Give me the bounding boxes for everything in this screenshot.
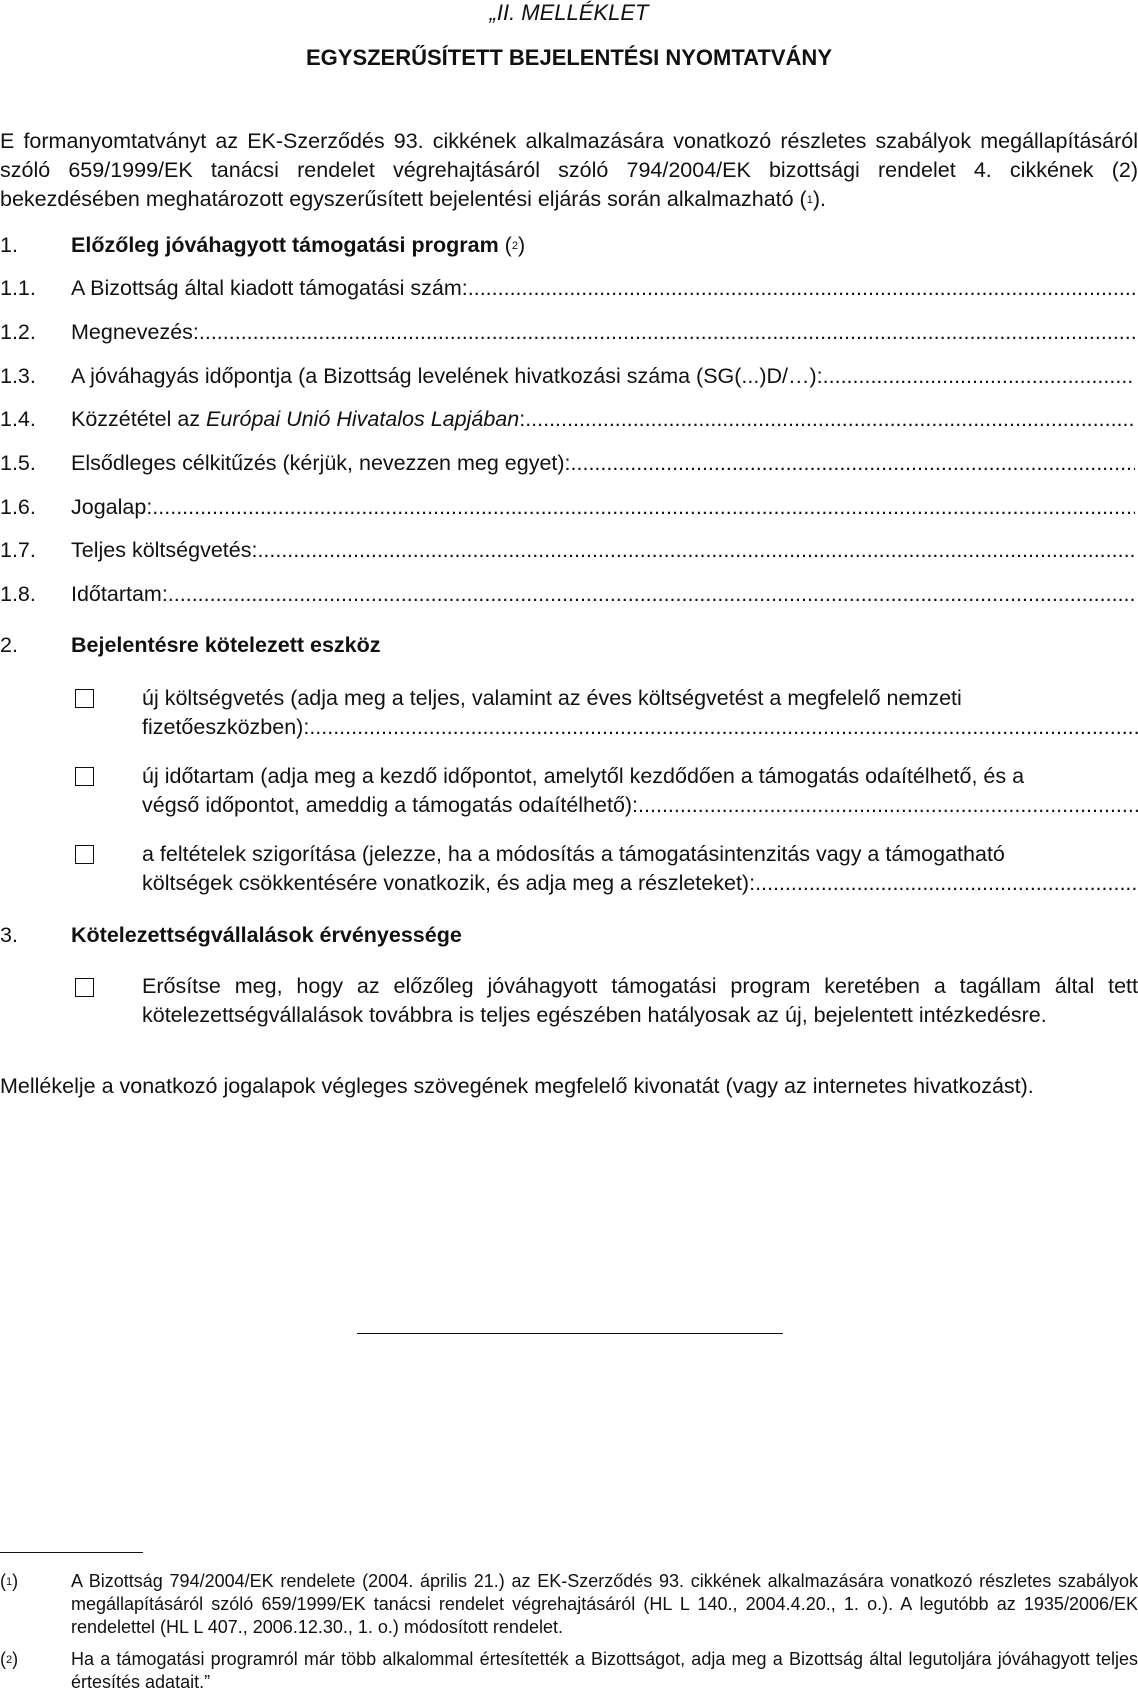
section-number: 2.: [0, 633, 18, 657]
fill-in-line[interactable]: [638, 791, 1138, 820]
field-row-approval-date: [0, 361, 1138, 391]
field-row-objective: [0, 448, 1138, 478]
section-number: 3.: [0, 923, 18, 947]
field-row-title: [0, 317, 1138, 347]
confirm-commitments-text: Erősítse meg, hogy az előzőleg jóváhagyott támogatási program keretében a tagállam által tett kötelezettségvállalások továbbra is teljes egészében hatályosak az új, bejelentett intézkedésre.: [142, 974, 1138, 1027]
fill-in-line[interactable]: [755, 869, 1138, 898]
field-label: Időtartam:: [71, 582, 168, 606]
fill-in-line[interactable]: [468, 273, 1135, 303]
annex-heading: „II. MELLÉKLET: [489, 0, 649, 25]
section-ref-close: ): [517, 233, 526, 257]
section-title: Kötelezettségvállalások érvényessége: [71, 923, 462, 947]
checkbox-new-budget[interactable]: [75, 689, 94, 708]
fill-in-line[interactable]: [199, 317, 1135, 347]
section-2-heading: [0, 630, 1138, 660]
fill-in-line[interactable]: [152, 492, 1135, 522]
field-number: 1.6.: [0, 495, 36, 519]
field-label-part: Közzététel az: [71, 407, 207, 431]
field-number: 1.3.: [0, 364, 36, 388]
field-label: [71, 404, 525, 434]
section-3-heading: [0, 920, 1138, 950]
footnote-text: Ha a támogatási programról már több alkalommal értesítették a Bizottságot, adja meg a Bizottság által legutoljára jóváhagyott teljes értesítés adatait.”: [71, 1649, 1138, 1692]
fill-in-line[interactable]: [309, 713, 1138, 742]
field-number: 1.4.: [0, 407, 36, 431]
signature-separator-line: [357, 1333, 783, 1334]
field-number: 1.8.: [0, 582, 36, 606]
field-row-duration: [0, 579, 1138, 609]
fill-in-line[interactable]: [525, 404, 1135, 434]
footnote-ref: 2: [6, 1654, 13, 1666]
footnote-paren: ): [12, 1649, 19, 1669]
checkbox-confirm-commitments[interactable]: [75, 978, 94, 997]
intro-paragraph: [0, 127, 1138, 214]
footnote-paren: (: [0, 1571, 6, 1591]
field-row-budget: [0, 535, 1138, 565]
footnote-1: [0, 1570, 1138, 1640]
footnote-number: [0, 1648, 18, 1671]
intro-tail: ).: [812, 187, 826, 211]
fill-in-line[interactable]: [257, 535, 1135, 565]
option-text: a feltételek szigorítása (jelezze, ha a módosítás a támogatásintenzitás vagy a támogatható: [142, 842, 1005, 866]
footnote-ref-2[interactable]: 2: [511, 240, 518, 252]
option-new-budget: [142, 684, 1138, 742]
fill-in-line[interactable]: [571, 448, 1135, 478]
footnote-2: [0, 1648, 1138, 1696]
field-label: A Bizottság által kiadott támogatási szám:: [71, 276, 468, 300]
field-number: 1.7.: [0, 538, 36, 562]
field-number: 1.2.: [0, 320, 36, 344]
section-1-heading: [0, 230, 1138, 260]
footnote-paren: ): [12, 1571, 19, 1591]
checkbox-new-duration[interactable]: [75, 767, 94, 786]
option-text: fizetőeszközben):: [142, 715, 310, 739]
field-number: 1.1.: [0, 276, 36, 300]
footnote-paren: (: [0, 1649, 6, 1669]
section-title-text: Előzőleg jóváhagyott támogatási program: [71, 233, 499, 257]
section-ref-open: (: [498, 233, 512, 257]
field-number: 1.5.: [0, 451, 36, 475]
footnote-ref: 1: [6, 1576, 13, 1588]
option-text: új költségvetés (adja meg a teljes, valamint az éves költségvetést a megfelelő nemzeti: [142, 686, 962, 710]
field-row-legal-basis: [0, 492, 1138, 522]
closing-paragraph: Mellékelje a vonatkozó jogalapok végleges szövegének megfelelő kivonatát (vagy az internetes hivatkozást).: [0, 1074, 1034, 1098]
intro-text: E formanyomtatványt az EK-Szerződés 93. cikkének alkalmazására vonatkozó részletes szabályok megállapításáról szóló 659/1999/EK tanácsi rendelet végrehajtásáról szóló 794/2004/EK bizottsági rendelet 4. cikkének (2) bekezdésében meghatározott egyszerűsített bejelentési eljárás során alkalmazható (: [0, 129, 1138, 211]
option-new-duration: [142, 762, 1138, 820]
fill-in-line[interactable]: [168, 579, 1135, 609]
section-number: 1.: [0, 233, 18, 257]
footnote-separator: [0, 1552, 143, 1553]
field-label: A jóváhagyás időpontja (a Bizottság levelének hivatkozási száma (SG(...)D/…):: [71, 364, 823, 388]
footnote-text: A Bizottság 794/2004/EK rendelete (2004. április 21.) az EK-Szerződés 93. cikkének alkalmazására vonatkozó részletes szabályok megállapításáról szóló 659/1999/EK tanácsi rendelet végrehajtásáról (HL L 140., 2004.4.20., 1. o.). A legutóbb az 1935/2006/EK rendelettel (HL L 407., 2006.12.30., 1. o.) módosított rendelet.: [71, 1571, 1138, 1637]
field-label: Megnevezés:: [71, 320, 199, 344]
fill-in-line[interactable]: [823, 361, 1135, 391]
field-label-part: :: [519, 407, 526, 431]
official-journal-title: Európai Unió Hivatalos Lapjában: [206, 407, 520, 431]
footnote-number: [0, 1570, 18, 1593]
field-label: Jogalap:: [71, 495, 153, 519]
field-label: Elsődleges célkitűzés (kérjük, nevezzen meg egyet):: [71, 451, 571, 475]
footnote-ref-1[interactable]: 1: [806, 194, 813, 206]
form-title: EGYSZERŰSÍTETT BEJELENTÉSI NYOMTATVÁNY: [305, 45, 832, 70]
field-row-aid-number: [0, 273, 1138, 303]
option-text: új időtartam (adja meg a kezdő időpontot, amelytől kezdődően a támogatás odaítélhető, és a: [142, 764, 1025, 788]
section-title: [71, 230, 525, 260]
option-tightening-criteria: [142, 840, 1138, 898]
section-title: Bejelentésre kötelezett eszköz: [71, 633, 381, 657]
option-text: végső időpontot, ameddig a támogatás odaítélhető):: [142, 793, 639, 817]
field-label: Teljes költségvetés:: [71, 538, 258, 562]
field-row-publication: [0, 404, 1138, 434]
option-text: költségek csökkentésére vonatkozik, és adja meg a részleteket):: [142, 871, 756, 895]
checkbox-tightening-criteria[interactable]: [75, 845, 94, 864]
